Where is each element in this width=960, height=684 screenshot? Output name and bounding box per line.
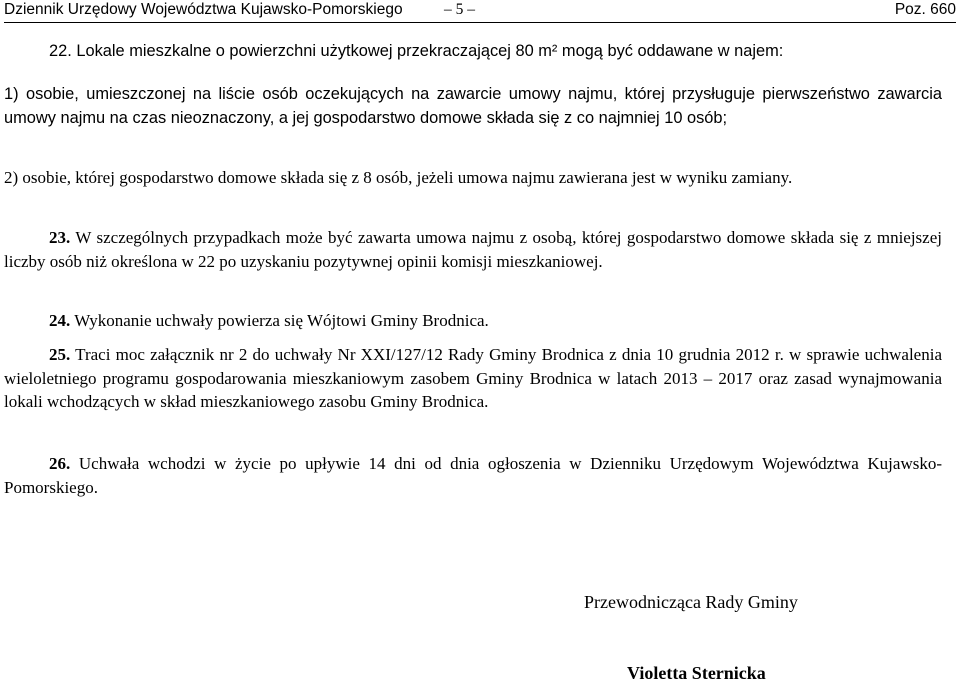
signature-title: Przewodnicząca Rady Gminy — [584, 592, 798, 612]
paragraph-26-text: Uchwała wchodzi w życie po upływie 14 dni od dnia ogłoszenia w Dzienniku Urzędowym Województwa Kujawsko-Pomorskiego. — [4, 454, 942, 497]
paragraph-24 — [4, 309, 942, 333]
paragraph-22-point-1: 1) osobie, umieszczonej na liście osób oczekujących na zawarcie umowy najmu, której przysługuje pierwszeństwo zawarcia umowy najmu na czas nieoznaczony, a jej gospodarstwo domowe składa się z co najmniej 10 osób; — [4, 85, 942, 127]
paragraph-23-number: 23. — [49, 228, 71, 247]
paragraph-22 — [4, 40, 942, 64]
page-mark: – 5 – — [444, 1, 475, 18]
page-header — [4, 0, 956, 23]
paragraph-26 — [4, 452, 942, 499]
paragraph-26-number: 26. — [49, 454, 71, 473]
paragraph-23-text: W szczególnych przypadkach może być zawarta umowa najmu z osobą, której gospodarstwo domowe składa się z mniejszej liczby osób niż określona w 22 po uzyskaniu pozytywnej opinii komisji mieszkaniowej. — [4, 228, 942, 271]
position-number: Poz. 660 — [894, 1, 956, 18]
paragraph-22-point-2: 2) osobie, której gospodarstwo domowe składa się z 8 osób, jeżeli umowa najmu zawierana jest w wyniku zamiany. — [4, 168, 793, 187]
paragraph-22-number: 22. — [49, 42, 72, 60]
paragraph-24-number: 24. — [49, 311, 71, 330]
signature-name: Violetta Sternicka — [627, 663, 766, 683]
paragraph-24-text: Wykonanie uchwały powierza się Wójtowi Gminy Brodnica. — [74, 311, 489, 330]
paragraph-25 — [4, 343, 942, 414]
journal-title: Dziennik Urzędowy Województwa Kujawsko-Pomorskiego — [4, 1, 403, 18]
paragraph-22-text: Lokale mieszkalne o powierzchni użytkowej przekraczającej 80 m² mogą być oddawane w najem: — [76, 42, 784, 60]
paragraph-25-number: 25. — [49, 345, 71, 364]
paragraph-25-text: Traci moc załącznik nr 2 do uchwały Nr XXI/127/12 Rady Gminy Brodnica z dnia 10 grudnia 2012 r. w sprawie uchwalenia wieloletniego programu gospodarowania mieszkaniowym zasobem Gminy Brodnica w latach 2013 – 2017 oraz zasad wynajmowania lokali wchodzących w skład mieszkaniowego zasobu Gminy Brodnica. — [4, 345, 942, 411]
paragraph-23 — [4, 226, 942, 273]
